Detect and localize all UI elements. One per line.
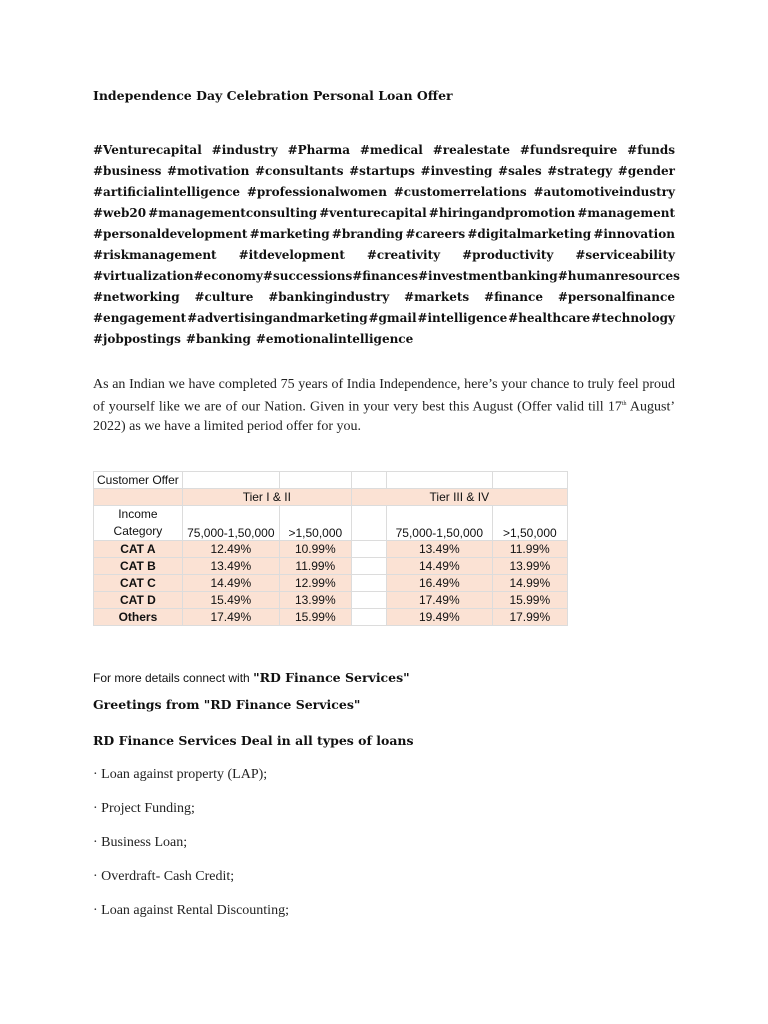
hashtag[interactable]: #networking: [93, 290, 180, 304]
hashtag[interactable]: #digitalmarketing: [467, 227, 592, 241]
range-low-header: 75,000-1,50,000: [182, 506, 279, 541]
greeting-heading: Greetings from "RD Finance Services": [93, 697, 361, 712]
loan-type-item: · Loan against Rental Discounting;: [93, 903, 289, 918]
loan-types-list: [93, 766, 289, 936]
hashtag[interactable]: #web20: [93, 206, 147, 220]
hashtag[interactable]: #marketing: [249, 227, 330, 241]
hashtag[interactable]: #customerrelations: [393, 185, 527, 199]
hashtag[interactable]: #managementconsulting: [148, 206, 318, 220]
category-cell: CAT B: [94, 558, 183, 575]
tier-header-row: [94, 489, 568, 506]
loan-type-item: · Project Funding;: [93, 801, 195, 816]
income-header-row: [94, 506, 568, 541]
table-row: [94, 609, 568, 626]
hashtag[interactable]: #venturecapital: [319, 206, 427, 220]
rate-cell: 12.99%: [279, 575, 351, 592]
intro-paragraph: [93, 375, 675, 436]
hashtag[interactable]: #personaldevelopment: [93, 227, 248, 241]
rate-cell: 16.49%: [386, 575, 492, 592]
hashtag[interactable]: #automotiveindustry: [533, 185, 675, 199]
spacer-cell: [351, 575, 386, 592]
hashtag-line: [93, 266, 680, 287]
spacer-cell: [351, 541, 386, 558]
deal-heading: RD Finance Services Deal in all types of loans: [93, 733, 414, 748]
range-low-header: 75,000-1,50,000: [386, 506, 492, 541]
date-suffix: th: [621, 400, 627, 407]
hashtag[interactable]: #gmail: [368, 311, 417, 325]
rate-cell: 15.99%: [492, 592, 567, 609]
hashtag[interactable]: #markets: [404, 290, 470, 304]
hashtag[interactable]: #finances: [352, 269, 418, 283]
rate-cell: 13.99%: [279, 592, 351, 609]
hashtag[interactable]: #technology: [591, 311, 675, 325]
hashtag-line: [93, 161, 675, 182]
hashtag[interactable]: #medical: [359, 143, 423, 157]
rate-cell: 14.49%: [386, 558, 492, 575]
hashtag[interactable]: #intelligence: [417, 311, 508, 325]
hashtag[interactable]: #branding: [331, 227, 404, 241]
rate-cell: 14.49%: [182, 575, 279, 592]
hashtag[interactable]: #engagement: [93, 311, 187, 325]
hashtag[interactable]: #careers: [405, 227, 466, 241]
hashtag[interactable]: #culture: [194, 290, 254, 304]
spacer-cell: [351, 609, 386, 626]
rate-cell: 15.49%: [182, 592, 279, 609]
hashtag[interactable]: #motivation: [166, 164, 250, 178]
hashtag-line: [93, 140, 675, 161]
hashtag[interactable]: #investing: [420, 164, 493, 178]
rate-cell: 13.49%: [386, 541, 492, 558]
hashtag-line: [93, 329, 675, 350]
hashtag[interactable]: #banking: [185, 332, 251, 346]
hashtag[interactable]: #itdevelopment: [238, 248, 345, 262]
hashtag[interactable]: #riskmanagement: [93, 248, 217, 262]
intro-text: As an Indian we have completed 75 years of India Independence, here’s your chance to truly feel proud of yourself like we are of our Nation. Given in your very best this August (Offer valid till 17: [93, 377, 675, 415]
hashtag[interactable]: #business: [93, 164, 162, 178]
rate-cell: 14.99%: [492, 575, 567, 592]
table-caption-row: [94, 472, 568, 489]
hashtag[interactable]: #Pharma: [287, 143, 350, 157]
loan-type-item: · Business Loan;: [93, 835, 188, 850]
hashtag-line: [93, 224, 675, 245]
rate-cell: 13.49%: [182, 558, 279, 575]
hashtag[interactable]: #startups: [349, 164, 415, 178]
table-row: [94, 558, 568, 575]
hashtag[interactable]: #virtualization: [93, 269, 194, 283]
range-high-header: >1,50,000: [279, 506, 351, 541]
hashtag-line: [93, 203, 675, 224]
hashtag[interactable]: #hiringandpromotion: [428, 206, 576, 220]
hashtag-line: [93, 182, 675, 203]
rate-cell: 15.99%: [279, 609, 351, 626]
loan-type-item: · Overdraft- Cash Credit;: [93, 869, 235, 884]
hashtag[interactable]: #bankingindustry: [268, 290, 390, 304]
hashtag[interactable]: #funds: [627, 143, 675, 157]
spacer-cell: [351, 558, 386, 575]
hashtag[interactable]: #humanresources: [557, 269, 680, 283]
table-caption: Customer Offer: [94, 472, 183, 489]
hashtag[interactable]: #management: [577, 206, 675, 220]
hashtag[interactable]: #serviceability: [575, 248, 675, 262]
category-cell: CAT A: [94, 541, 183, 558]
rate-cell: 19.49%: [386, 609, 492, 626]
hashtag[interactable]: #personalfinance: [557, 290, 675, 304]
hashtag[interactable]: #artificialintelligence: [93, 185, 241, 199]
table-row: [94, 592, 568, 609]
category-cell: CAT C: [94, 575, 183, 592]
hashtag[interactable]: #gender: [617, 164, 675, 178]
hashtag[interactable]: #innovation: [593, 227, 675, 241]
rate-cell: 12.49%: [182, 541, 279, 558]
rate-cell: 13.99%: [492, 558, 567, 575]
rate-cell: 10.99%: [279, 541, 351, 558]
table-row: [94, 575, 568, 592]
range-high-header: >1,50,000: [492, 506, 567, 541]
hashtag[interactable]: #creativity: [366, 248, 441, 262]
hashtag[interactable]: #professionalwomen: [246, 185, 387, 199]
hashtag[interactable]: #finance: [484, 290, 543, 304]
hashtag[interactable]: #emotionalintelligence: [255, 332, 414, 346]
rate-cell: 11.99%: [279, 558, 351, 575]
connect-prefix: For more details connect with: [93, 671, 254, 685]
hashtag[interactable]: #sales: [498, 164, 542, 178]
hashtag[interactable]: #strategy: [547, 164, 613, 178]
hashtag[interactable]: #economy: [193, 269, 263, 283]
hashtag-line: [93, 245, 675, 266]
connect-line: [93, 670, 410, 685]
table-row: [94, 541, 568, 558]
spacer-cell: [351, 592, 386, 609]
loan-type-item: · Loan against property (LAP);: [93, 767, 268, 782]
intro-text-end: August’ 2022) as we have a limited period offer for you.: [93, 399, 675, 434]
rate-cell: 11.99%: [492, 541, 567, 558]
hashtag[interactable]: #healthcare: [508, 311, 591, 325]
connect-brand: "RD Finance Services": [253, 670, 410, 685]
category-cell: CAT D: [94, 592, 183, 609]
rate-cell: 17.49%: [386, 592, 492, 609]
hashtag[interactable]: #investmentbanking: [417, 269, 558, 283]
hashtag-block: [93, 140, 680, 350]
hashtag[interactable]: #advertisingandmarketing: [187, 311, 368, 325]
income-category-header: Income Category: [94, 506, 183, 541]
hashtag[interactable]: #jobpostings: [93, 332, 181, 346]
tier-b-header: Tier III & IV: [351, 489, 567, 506]
hashtag[interactable]: #industry: [211, 143, 278, 157]
hashtag-line: [93, 308, 675, 329]
document-title: Independence Day Celebration Personal Loan Offer: [93, 88, 453, 103]
hashtag[interactable]: #fundsrequire: [519, 143, 618, 157]
hashtag[interactable]: #consultants: [254, 164, 344, 178]
rate-cell: 17.99%: [492, 609, 567, 626]
rate-cell: 17.49%: [182, 609, 279, 626]
tier-a-header: Tier I & II: [182, 489, 351, 506]
hashtag-line: [93, 287, 675, 308]
category-cell: Others: [94, 609, 183, 626]
hashtag[interactable]: #successions: [262, 269, 353, 283]
customer-offer-table: [93, 471, 568, 626]
hashtag[interactable]: #productivity: [462, 248, 554, 262]
hashtag[interactable]: #Venturecapital: [93, 143, 202, 157]
hashtag[interactable]: #realestate: [432, 143, 510, 157]
